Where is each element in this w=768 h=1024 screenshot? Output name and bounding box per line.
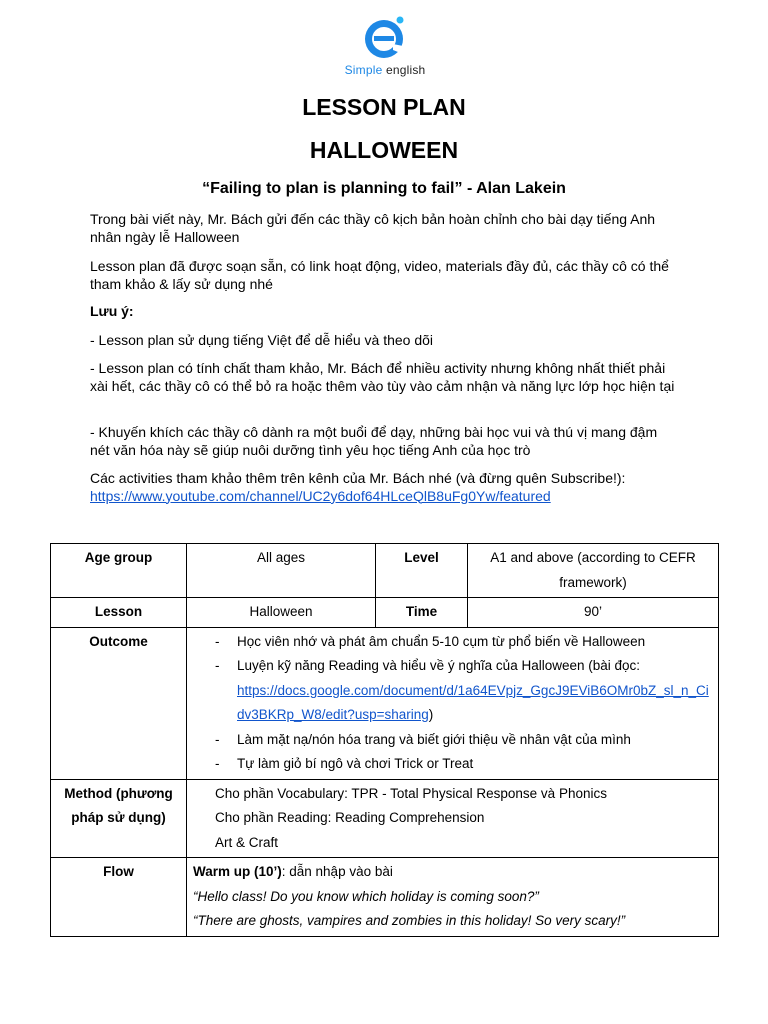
table-row: [51, 544, 719, 598]
method-item: Cho phần Reading: Reading Comprehension: [215, 810, 485, 825]
outcome-list: [193, 630, 712, 777]
table-row: [51, 598, 719, 628]
method-cell: [187, 779, 719, 858]
outcome-item: - Luyện kỹ năng Reading và hiểu về ý nghĩa của Halloween (bài đọc: https://docs.google.com/document/d/1a64EVpjz_GgcJ9EViB6OMr0bZ_sl_n_Cidv3BKRp_W8/edit?usp=sharing): [215, 654, 712, 728]
method-label: Method (phương pháp sử dụng): [51, 779, 187, 858]
flow-warmup: Warm up (10’): dẫn nhập vào bài: [193, 864, 393, 879]
method-item: Art & Craft: [215, 834, 279, 850]
note-3: - Khuyến khích các thầy cô dành ra một buổi để dạy, những bài học vui và thú vị mang đậm nét văn hóa này sẽ giúp nuôi dưỡng tình yêu học tiếng Anh của học trò: [90, 424, 658, 458]
outcome-item: - Tự làm giỏ bí ngô và chơi Trick or Treat: [215, 752, 712, 777]
channel-paragraph: [90, 470, 680, 505]
age-group-value: All ages: [187, 544, 376, 598]
flow-quote-1: “Hello class! Do you know which holiday is coming soon?”: [193, 888, 539, 904]
intro-paragraph-2: Lesson plan đã được soạn sẵn, có link hoạt động, video, materials đầy đủ, các thầy cô có thể tham khảo & lấy sử dụng nhé: [90, 258, 669, 292]
page-subtitle: HALLOWEEN: [309, 137, 459, 163]
table-row: [51, 627, 719, 779]
note-label: Lưu ý:: [90, 303, 134, 319]
age-group-label: Age group: [51, 544, 187, 598]
simple-english-logo: [340, 14, 430, 86]
outcome-label: Outcome: [51, 627, 187, 779]
level-value: A1 and above (according to CEFR framework): [468, 544, 719, 598]
level-label: Level: [376, 544, 468, 598]
flow-cell: [187, 858, 719, 937]
outcome-item: - Học viên nhớ và phát âm chuẩn 5-10 cụm từ phổ biến về Halloween: [215, 630, 712, 655]
flow-label: Flow: [51, 858, 187, 937]
note-1: - Lesson plan sử dụng tiếng Việt để dễ hiểu và theo dõi: [90, 332, 434, 348]
lesson-plan-table: [50, 543, 719, 937]
table-row: [51, 779, 719, 858]
logo-e-icon: [363, 14, 407, 60]
lesson-label: Lesson: [51, 598, 187, 628]
time-value: 90’: [468, 598, 719, 628]
page-title: LESSON PLAN: [302, 94, 466, 120]
logo-text: Simple english: [344, 63, 426, 77]
flow-quote-2: “There are ghosts, vampires and zombies in this holiday! So very scary!”: [193, 913, 626, 928]
lesson-value: Halloween: [187, 598, 376, 628]
outcome-cell: [187, 627, 719, 779]
quote: “Failing to plan is planning to fail” - Alan Lakein: [202, 180, 566, 197]
youtube-channel-link[interactable]: https://www.youtube.com/channel/UC2y6dof64HLceQlB8uFg0Yw/featured: [90, 487, 551, 504]
outcome-item: - Làm mặt nạ/nón hóa trang và biết giới thiệu về nhân vật của mình: [215, 728, 712, 753]
channel-text: Các activities tham khảo thêm trên kênh của Mr. Bách nhé (và đừng quên Subscribe!):: [90, 470, 626, 486]
time-label: Time: [376, 598, 468, 628]
method-item: Cho phần Vocabulary: TPR - Total Physical Response và Phonics: [215, 785, 607, 801]
note-2: - Lesson plan có tính chất tham khảo, Mr. Bách để nhiều activity nhưng không nhất thiết phải xài hết, các thầy cô có thể bỏ ra hoặc thêm vào tùy vào cảm nhận và năng lực lớp học hiện tại: [90, 360, 675, 394]
intro-paragraph-1: Trong bài viết này, Mr. Bách gửi đến các thầy cô kịch bản hoàn chỉnh cho bài dạy tiếng Anh nhân ngày lễ Halloween: [90, 211, 656, 245]
reading-doc-link[interactable]: https://docs.google.com/document/d/1a64EVpjz_GgcJ9EViB6OMr0bZ_sl_n_Cidv3BKRp_W8/edit?usp=sharing: [237, 682, 709, 722]
table-row: [51, 858, 719, 937]
